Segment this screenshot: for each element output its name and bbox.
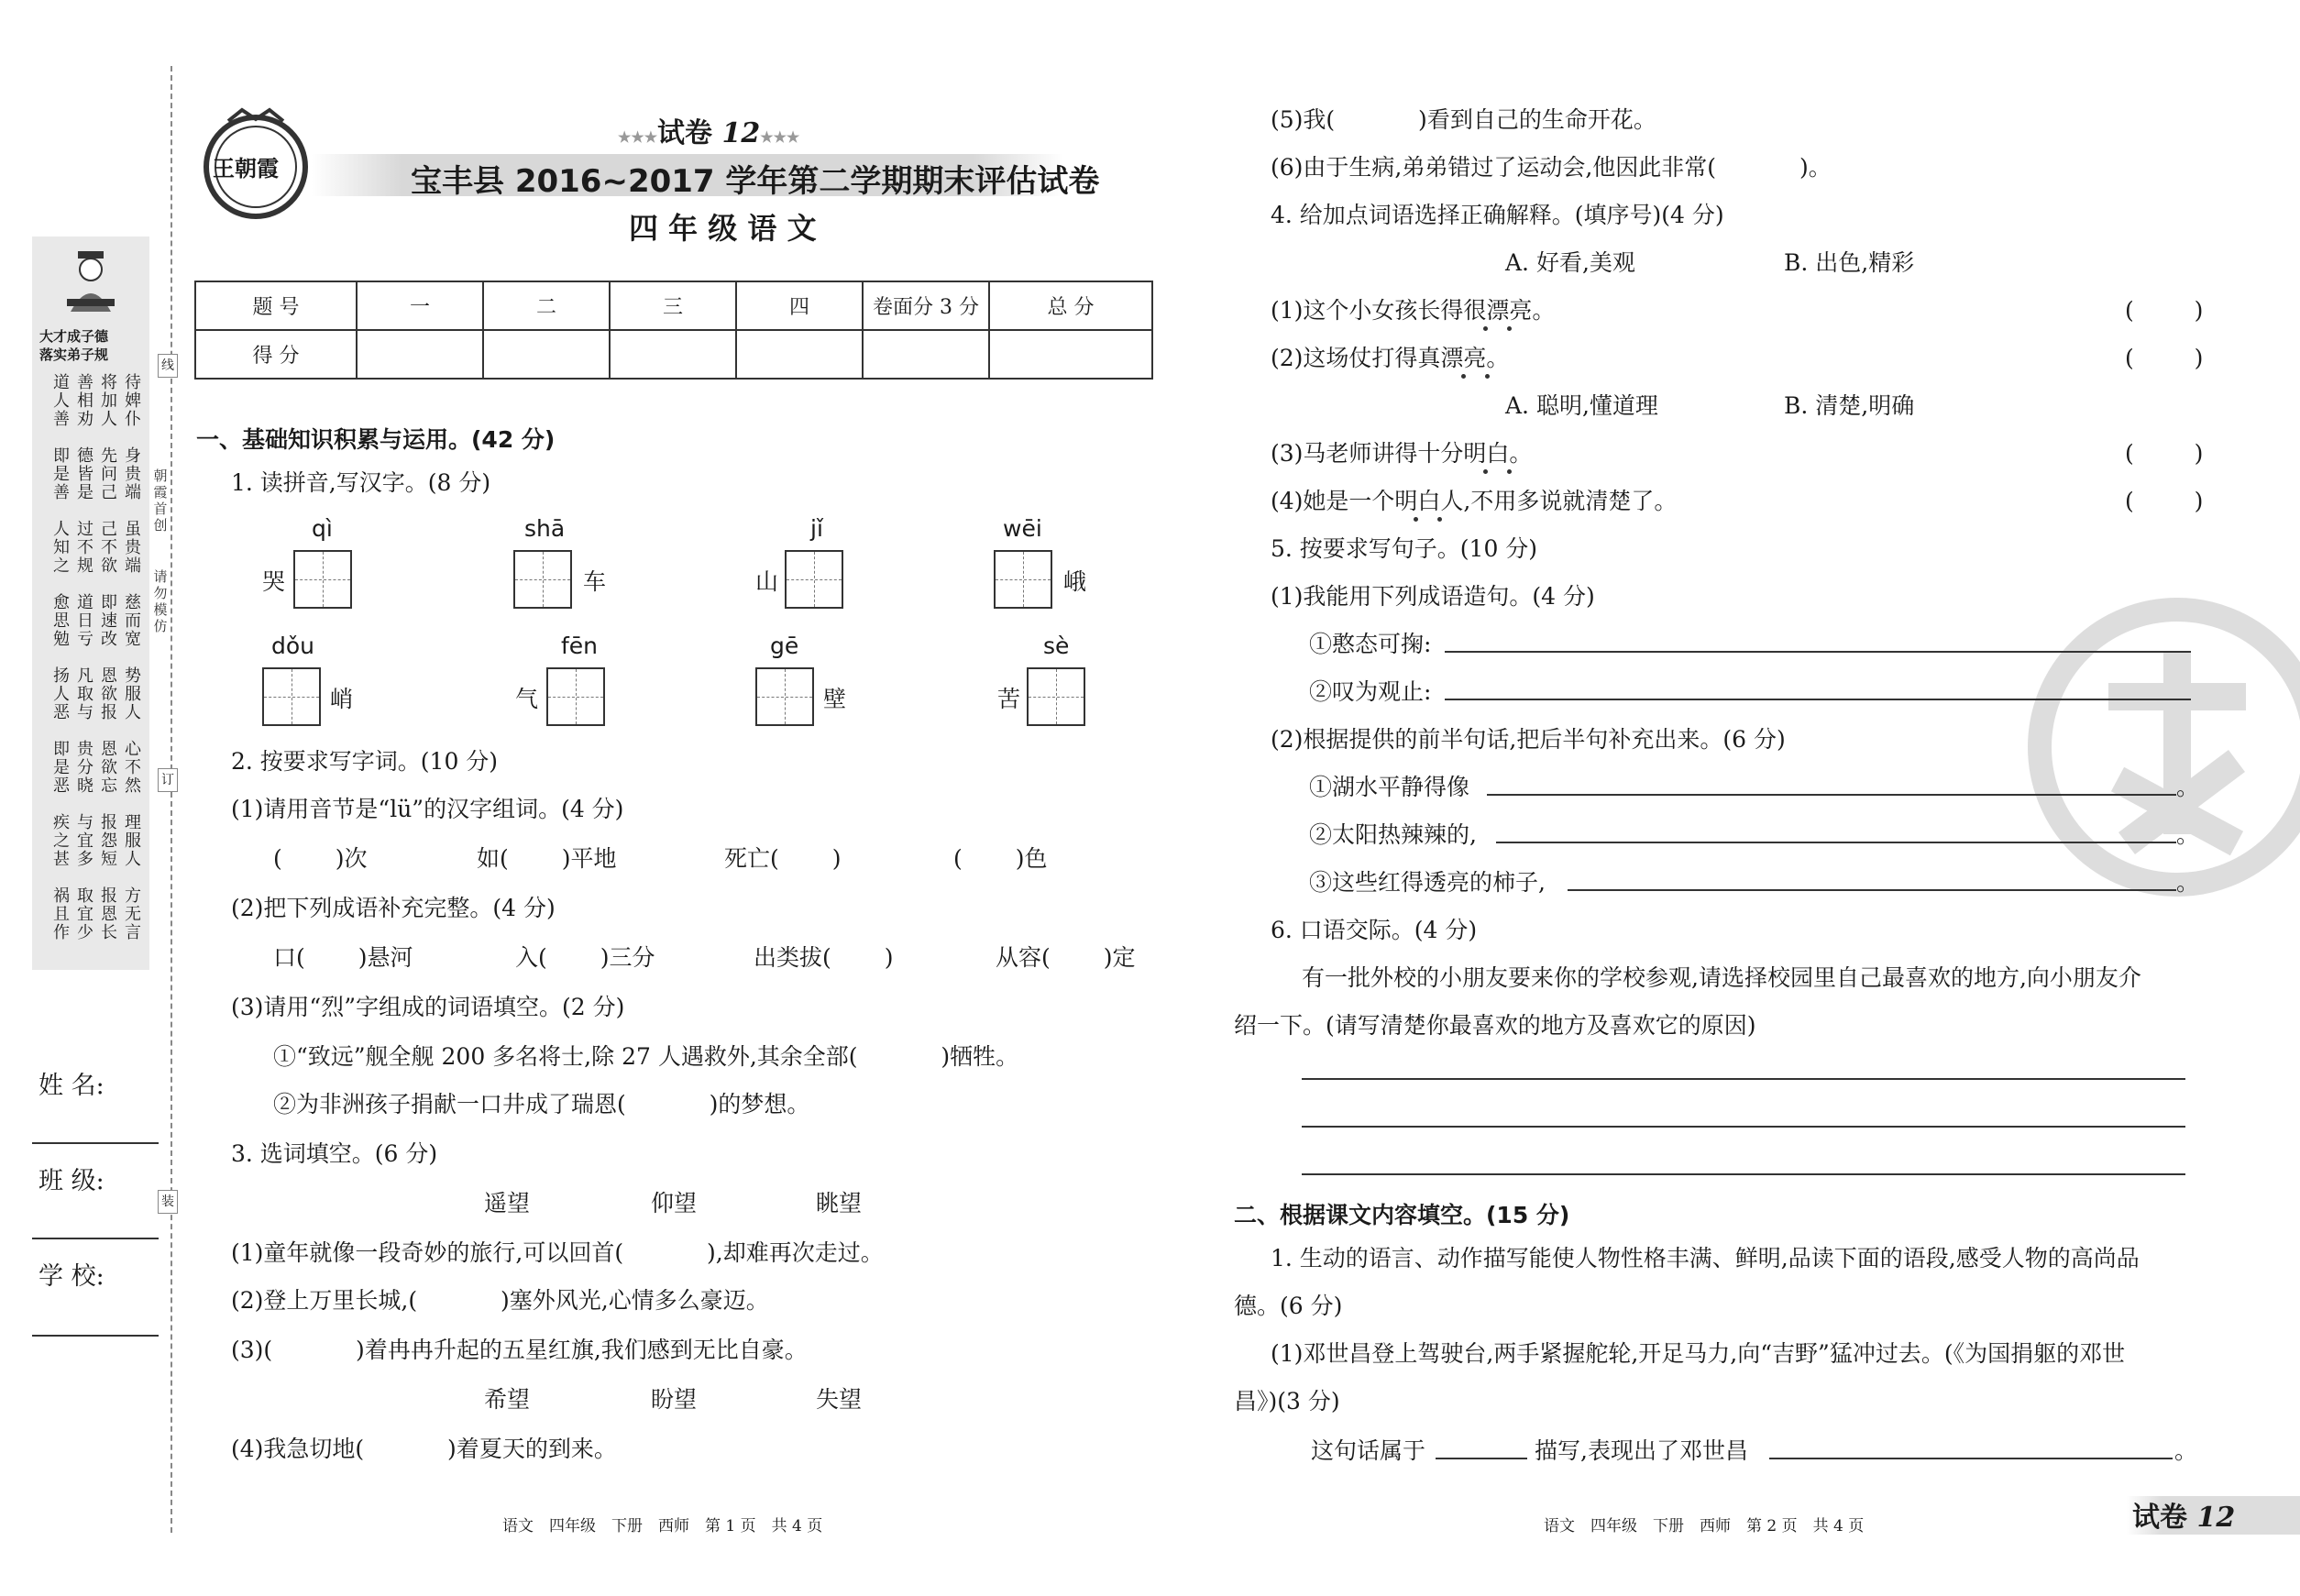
question-5-1: (1)我能用下列成语造句。(4 分) bbox=[1271, 583, 1595, 610]
motto-column: 贵分晓 bbox=[77, 740, 94, 796]
motto-column: 与宜多 bbox=[77, 813, 94, 869]
score-table-score-row bbox=[195, 330, 1152, 379]
student-figure-icon bbox=[58, 248, 124, 321]
section-2-q1-1-b: 昌》)(3 分) bbox=[1234, 1388, 1340, 1414]
question-5-2-a: ①湖水平静得像 bbox=[1309, 774, 1470, 800]
motto-column: 道人善 bbox=[53, 373, 70, 429]
logo-text: 王朝霞 bbox=[213, 155, 279, 182]
exam-title: 宝丰县 2016~2017 学年第二学期期末评估试卷 bbox=[411, 163, 1100, 200]
emphasis-dot bbox=[1461, 374, 1466, 379]
emphasis-dot bbox=[1483, 469, 1488, 474]
word-choice: 盼望 bbox=[651, 1386, 698, 1413]
motto-column: 疾之甚 bbox=[53, 813, 70, 869]
pinyin-ge: gē bbox=[770, 633, 799, 659]
question-3-6: (6)由于生病,弟弟错过了运动会,他因此非常( )。 bbox=[1271, 154, 1832, 181]
score-header-cell: 四 bbox=[736, 281, 863, 330]
question-3-4: (4)我急切地( )着夏天的到来。 bbox=[231, 1436, 617, 1462]
section-2-fill-b: 描写,表现出了邓世昌 bbox=[1535, 1437, 1748, 1464]
score-header-cell: 三 bbox=[610, 281, 736, 330]
motto-column: 恩欲忘 bbox=[101, 740, 117, 796]
question-2-3-b: ②为非洲孩子捐献一口井成了瑞恩( )的梦想。 bbox=[273, 1091, 810, 1117]
option-b2: B. 清楚,明确 bbox=[1784, 392, 1915, 419]
motto-column: 取宜少 bbox=[77, 886, 94, 942]
question-3-1: (1)童年就像一段奇妙的旅行,可以回首( ),却难再次走过。 bbox=[231, 1239, 884, 1266]
sidebar-motto-panel bbox=[32, 237, 149, 970]
write-grid[interactable] bbox=[262, 667, 321, 726]
motto-column: 慈而宽 bbox=[125, 593, 141, 649]
option-a2: A. 聪明,懂道理 bbox=[1505, 392, 1658, 419]
right-page-footer: 语文 四年级 下册 西师 第 2 页 共 4 页 bbox=[1544, 1517, 1865, 1535]
motto-column: 报怨短 bbox=[101, 813, 117, 869]
question-4: 4. 给加点词语选择正确解释。(填序号)(4 分) bbox=[1271, 202, 1724, 228]
emphasis-dot bbox=[1485, 374, 1490, 379]
question-4-2: (2)这场仗打得真漂亮。 bbox=[1271, 345, 1510, 371]
corner-label-text: 试卷 bbox=[2132, 1502, 2187, 1534]
question-1: 1. 读拼音,写汉字。(8 分) bbox=[231, 469, 491, 496]
motto-column: 先问己 bbox=[101, 446, 117, 502]
score-header-cell: 总 分 bbox=[989, 281, 1152, 330]
motto-column: 己不欲 bbox=[101, 520, 117, 576]
question-5-2-b: ②太阳热辣辣的, bbox=[1309, 821, 1477, 848]
question-3-3: (3)( )着冉冉升起的五星红旗,我们感到无比自豪。 bbox=[231, 1337, 808, 1363]
write-grid[interactable] bbox=[785, 550, 843, 609]
question-3-2: (2)登上万里长城,( )塞外风光,心情多么豪迈。 bbox=[231, 1287, 769, 1314]
pinyin-wei: wēi bbox=[1003, 515, 1042, 542]
school-label: 学 校: bbox=[39, 1262, 105, 1291]
question-5-1-b: ②叹为观止: bbox=[1309, 678, 1432, 705]
binding-mark-zhuang: 装 bbox=[158, 1190, 178, 1214]
binding-mark-xian: 线 bbox=[158, 354, 178, 378]
motto-column: 愈思勉 bbox=[53, 593, 70, 649]
idiom-item: 入( )三分 bbox=[515, 944, 655, 971]
motto-column: 势服人 bbox=[125, 666, 141, 722]
emphasis-dot bbox=[1437, 517, 1442, 522]
name-label: 姓 名: bbox=[39, 1072, 105, 1100]
pinyin-se: sè bbox=[1043, 633, 1070, 659]
word-choice: 希望 bbox=[484, 1386, 531, 1413]
question-2-3: (3)请用“烈”字组成的词语填空。(2 分) bbox=[231, 994, 625, 1020]
emphasis-dot bbox=[1507, 326, 1512, 331]
secret-watermark-icon bbox=[2026, 596, 2300, 898]
series-label-text: 试卷 bbox=[657, 117, 713, 149]
motto-column: 将加人 bbox=[101, 373, 117, 429]
score-cell[interactable] bbox=[357, 330, 483, 379]
word-choice: 眺望 bbox=[816, 1190, 863, 1216]
binding-mark-ding: 订 bbox=[158, 768, 178, 792]
copyright-note-1: 朝霞首创 bbox=[153, 468, 168, 534]
score-table bbox=[194, 281, 1153, 380]
period: 。 bbox=[2176, 774, 2200, 800]
name-field[interactable] bbox=[32, 1142, 159, 1144]
word-choice: 遥望 bbox=[484, 1190, 531, 1216]
left-page-footer: 语文 四年级 下册 西师 第 1 页 共 4 页 bbox=[502, 1517, 823, 1535]
series-number: 12 bbox=[721, 117, 761, 149]
motto-column: 即速改 bbox=[101, 593, 117, 649]
pinyin-word-before: 山 bbox=[755, 568, 779, 595]
question-4-4: (4)她是一个明白人,不用多说就清楚了。 bbox=[1271, 488, 1678, 514]
score-cell[interactable] bbox=[483, 330, 610, 379]
question-2: 2. 按要求写字词。(10 分) bbox=[231, 748, 499, 775]
question-6-text-2: 绍一下。(请写清楚你最喜欢的地方及喜欢它的原因) bbox=[1234, 1012, 1756, 1039]
word-choice: 失望 bbox=[816, 1386, 863, 1413]
motto-column: 祸且作 bbox=[53, 886, 70, 942]
corner-label bbox=[2132, 1494, 2235, 1535]
pinyin-dou: dǒu bbox=[271, 633, 315, 659]
fill-item: 如( )平地 bbox=[477, 845, 617, 872]
answer-paren[interactable]: ( ) bbox=[2125, 297, 2204, 324]
pinyin-word-after: 壁 bbox=[823, 686, 847, 712]
write-grid[interactable] bbox=[755, 667, 814, 726]
answer-line[interactable] bbox=[1445, 699, 2191, 700]
answer-line[interactable] bbox=[1302, 1173, 2185, 1175]
motto-column: 待婢仆 bbox=[125, 373, 141, 429]
exam-subtitle: 四 年 级 语 文 bbox=[629, 211, 817, 246]
answer-paren[interactable]: ( ) bbox=[2125, 488, 2204, 514]
question-3-5: (5)我( )看到自己的生命开花。 bbox=[1271, 106, 1656, 133]
score-cell[interactable] bbox=[736, 330, 863, 379]
answer-paren[interactable]: ( ) bbox=[2125, 345, 2204, 371]
question-4-3: (3)马老师讲得十分明白。 bbox=[1271, 440, 1533, 467]
question-3: 3. 选词填空。(6 分) bbox=[231, 1140, 438, 1167]
fill-item: 死亡( ) bbox=[724, 845, 842, 872]
answer-line[interactable] bbox=[1302, 1078, 2185, 1080]
answer-line[interactable] bbox=[1487, 794, 2176, 796]
section-2-q1-b: 德。(6 分) bbox=[1234, 1293, 1343, 1319]
motto-column: 报恩长 bbox=[101, 886, 117, 942]
idiom-item: 出类拔( ) bbox=[754, 944, 894, 971]
pinyin-word-before: 气 bbox=[515, 686, 539, 712]
answer-line[interactable] bbox=[1436, 1458, 1527, 1459]
motto-column: 方无言 bbox=[125, 886, 141, 942]
idiom-item: 口( )悬河 bbox=[273, 944, 413, 971]
top-motto-2: 落实弟子规 bbox=[39, 347, 109, 363]
write-grid[interactable] bbox=[293, 550, 352, 609]
motto-column: 心不然 bbox=[125, 740, 141, 796]
motto-column: 道日亏 bbox=[77, 593, 94, 649]
question-2-2: (2)把下列成语补充完整。(4 分) bbox=[231, 895, 556, 921]
score-cell[interactable] bbox=[989, 330, 1152, 379]
question-5-1-a: ①憨态可掬: bbox=[1309, 631, 1432, 657]
score-header-cell: 二 bbox=[483, 281, 610, 330]
score-row-label: 得 分 bbox=[195, 330, 357, 379]
section-1-heading: 一、基础知识积累与运用。(42 分) bbox=[196, 426, 556, 453]
answer-line[interactable] bbox=[1445, 651, 2191, 653]
option-b1: B. 出色,精彩 bbox=[1784, 249, 1915, 276]
score-header-cell: 卷面分 3 分 bbox=[863, 281, 989, 330]
emphasis-dot bbox=[1414, 517, 1418, 522]
answer-line[interactable] bbox=[1302, 1126, 2185, 1128]
question-2-1: (1)请用音节是“lü”的汉字组词。(4 分) bbox=[231, 796, 624, 822]
question-2-3-a: ①“致远”舰全舰 200 多名将士,除 27 人遇救外,其余全部( )牺牲。 bbox=[273, 1043, 1019, 1070]
period: 。 bbox=[2176, 821, 2200, 848]
idiom-item: 从容( )定 bbox=[996, 944, 1136, 971]
pinyin-fen: fēn bbox=[561, 633, 599, 659]
score-table-header-row bbox=[195, 281, 1152, 330]
motto-column: 德皆是 bbox=[77, 446, 94, 502]
score-header-cell: 一 bbox=[357, 281, 483, 330]
pinyin-ji: jǐ bbox=[810, 515, 823, 542]
write-grid[interactable] bbox=[513, 550, 572, 609]
question-5-2-c: ③这些红得透亮的柿子, bbox=[1309, 869, 1546, 896]
question-4-1: (1)这个小女孩长得很漂亮。 bbox=[1271, 297, 1556, 324]
option-a1: A. 好看,美观 bbox=[1505, 249, 1635, 276]
series-label: ★★★试卷 12★★★ bbox=[618, 117, 800, 149]
motto-column: 善相劝 bbox=[77, 373, 94, 429]
school-field[interactable] bbox=[32, 1335, 159, 1337]
pinyin-word-after: 峭 bbox=[330, 686, 354, 712]
word-choice: 仰望 bbox=[651, 1190, 698, 1216]
motto-column: 人知之 bbox=[53, 520, 70, 576]
score-cell[interactable] bbox=[863, 330, 989, 379]
class-label: 班 级: bbox=[39, 1167, 105, 1195]
write-grid[interactable] bbox=[546, 667, 605, 726]
score-header-cell: 题 号 bbox=[195, 281, 357, 330]
motto-column: 过不规 bbox=[77, 520, 94, 576]
pinyin-qi: qì bbox=[312, 515, 333, 542]
emphasis-dot bbox=[1507, 469, 1512, 474]
motto-column: 凡取与 bbox=[77, 666, 94, 722]
class-field[interactable] bbox=[32, 1238, 159, 1239]
corner-number: 12 bbox=[2196, 1502, 2236, 1534]
period: 。 bbox=[2174, 1437, 2198, 1464]
pinyin-word-after: 峨 bbox=[1063, 568, 1087, 595]
pinyin-word-before: 苦 bbox=[997, 686, 1021, 712]
question-6-text-1: 有一批外校的小朋友要来你的学校参观,请选择校园里自己最喜欢的地方,向小朋友介 bbox=[1302, 964, 2141, 991]
motto-column: 即是恶 bbox=[53, 740, 70, 796]
motto-column: 虽贵端 bbox=[125, 520, 141, 576]
pinyin-word-after: 车 bbox=[583, 568, 607, 595]
answer-line[interactable] bbox=[1568, 889, 2176, 891]
motto-column: 扬人恶 bbox=[53, 666, 70, 722]
pinyin-word-before: 哭 bbox=[262, 568, 286, 595]
emphasis-dot bbox=[1483, 326, 1488, 331]
write-grid[interactable] bbox=[994, 550, 1052, 609]
answer-paren[interactable]: ( ) bbox=[2125, 440, 2204, 467]
motto-column: 理服人 bbox=[125, 813, 141, 869]
pinyin-sha: shā bbox=[524, 515, 566, 542]
motto-column: 恩欲报 bbox=[101, 666, 117, 722]
top-motto-1: 大才成子德 bbox=[39, 328, 109, 345]
section-2-heading: 二、根据课文内容填空。(15 分) bbox=[1234, 1202, 1570, 1228]
section-2-fill-a: 这句话属于 bbox=[1311, 1437, 1426, 1464]
write-grid[interactable] bbox=[1027, 667, 1085, 726]
score-cell[interactable] bbox=[610, 330, 736, 379]
section-2-q1-1-a: (1)邓世昌登上驾驶台,两手紧握舵轮,开足马力,向“吉野”猛冲过去。(《为国捐躯的邓世 bbox=[1271, 1340, 2126, 1367]
fill-item: ( )次 bbox=[273, 845, 368, 872]
motto-column: 身贵端 bbox=[125, 446, 141, 502]
question-5-2: (2)根据提供的前半句话,把后半句补充出来。(6 分) bbox=[1271, 726, 1786, 753]
answer-line[interactable] bbox=[1769, 1458, 2173, 1459]
question-5: 5. 按要求写句子。(10 分) bbox=[1271, 535, 1538, 562]
period: 。 bbox=[2176, 869, 2200, 896]
copyright-note-2: 请勿模仿 bbox=[153, 568, 168, 634]
motto-column: 即是善 bbox=[53, 446, 70, 502]
question-6: 6. 口语交际。(4 分) bbox=[1271, 917, 1478, 943]
section-2-q1-a: 1. 生动的语言、动作描写能使人物性格丰满、鲜明,品读下面的语段,感受人物的高尚品 bbox=[1271, 1245, 2140, 1271]
answer-line[interactable] bbox=[1496, 842, 2176, 843]
binding-line bbox=[171, 66, 172, 1533]
fill-item: ( )色 bbox=[953, 845, 1048, 872]
